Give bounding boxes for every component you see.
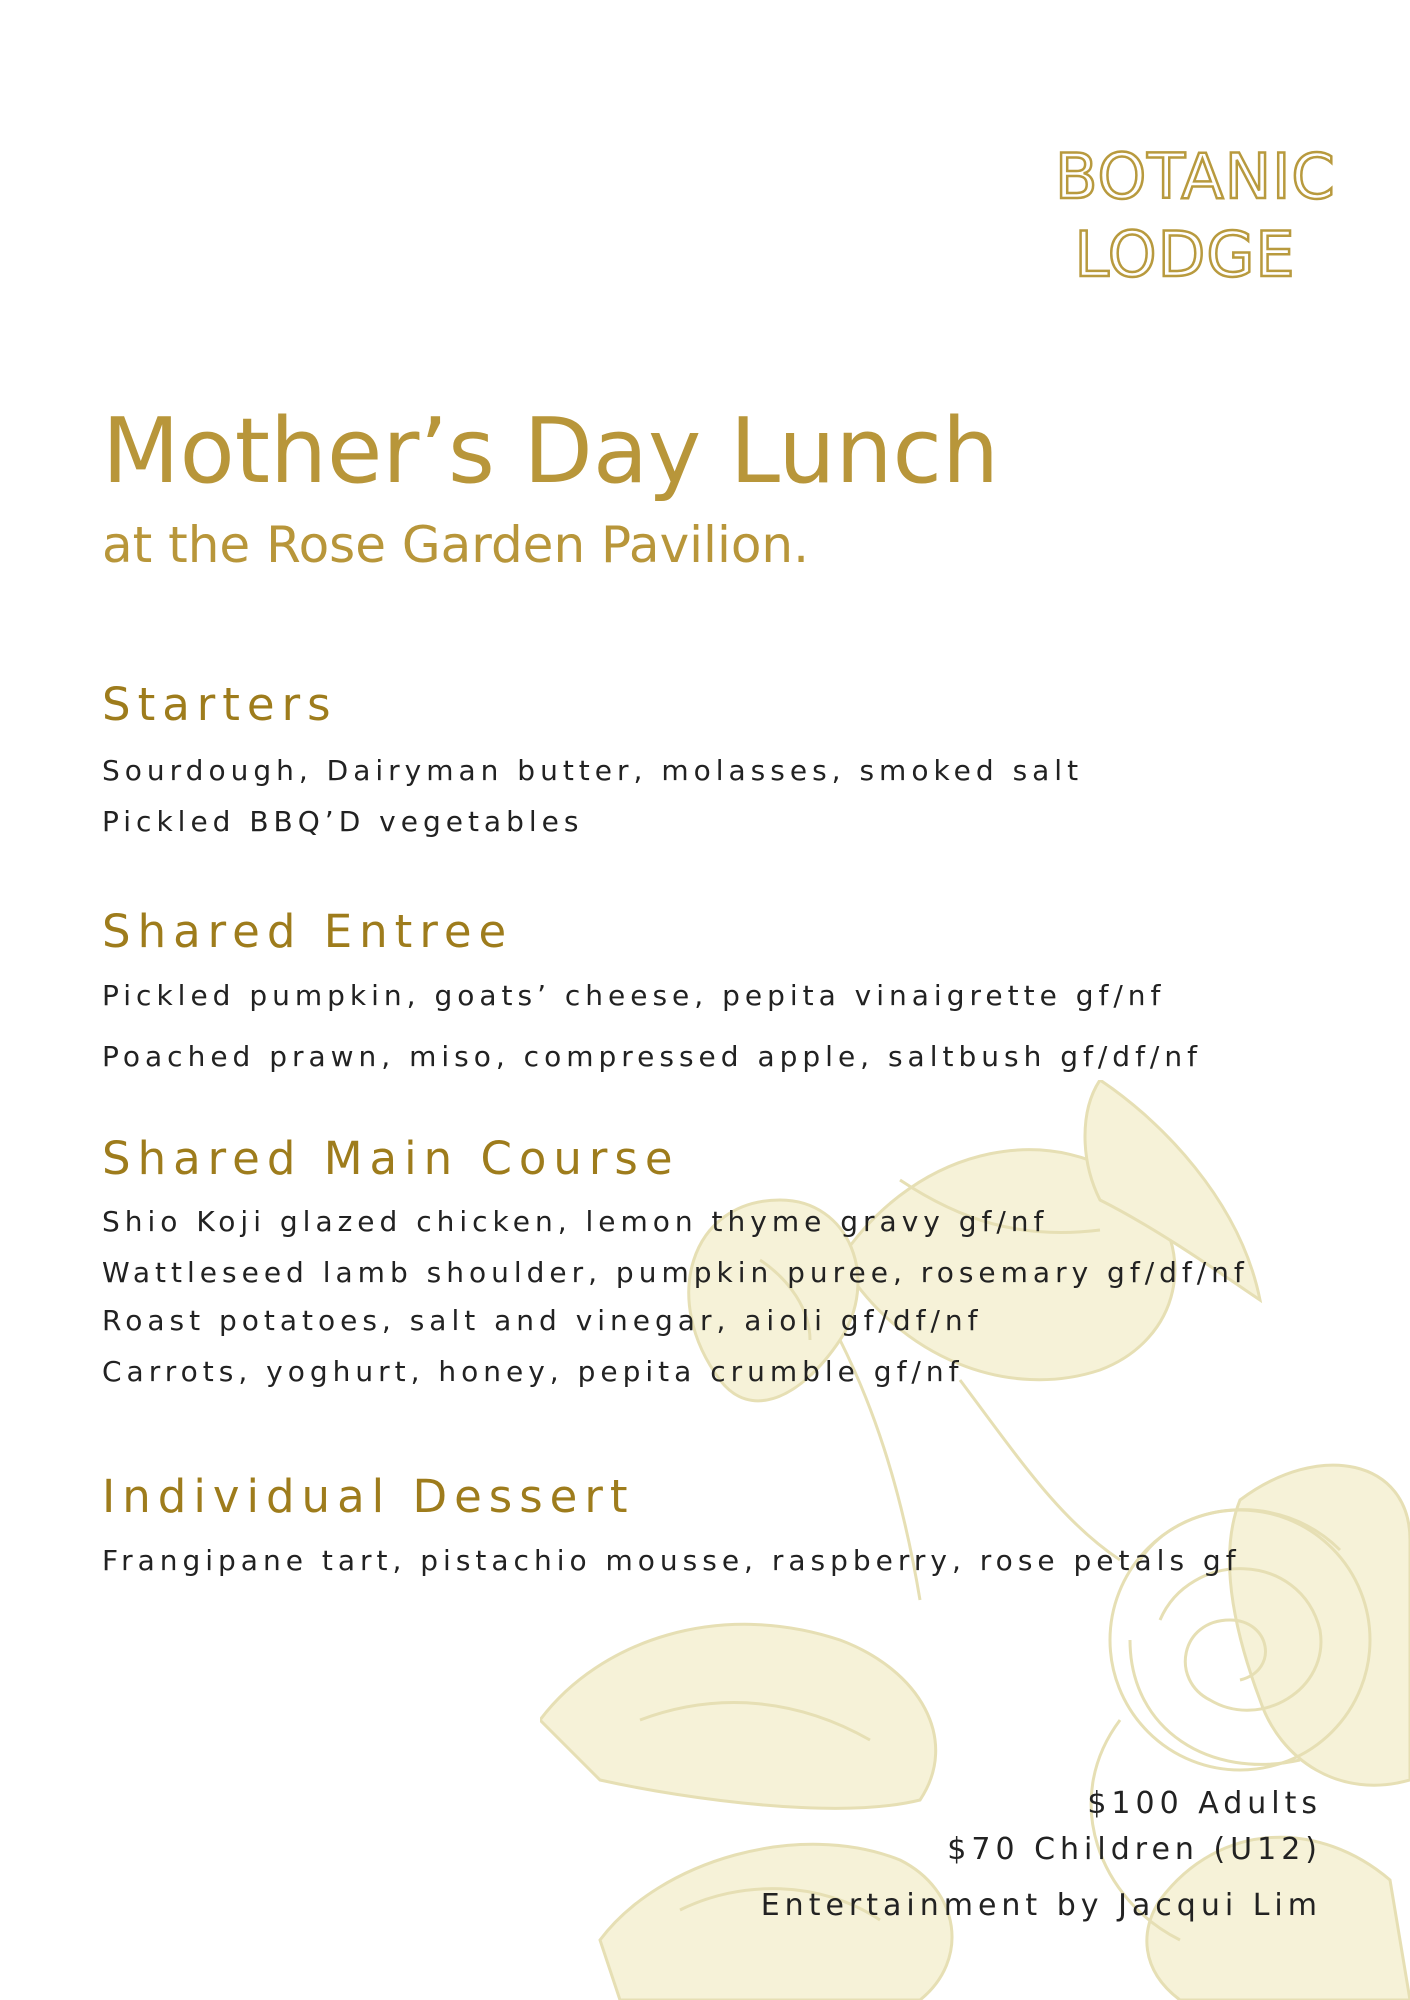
brand-logo-line1: BOTANIC <box>1055 140 1336 213</box>
brand-logo <box>1055 138 1336 294</box>
menu-item: Roast potatoes, salt and vinegar, aioli gf/df/nf <box>102 1304 983 1337</box>
menu-item: Carrots, yoghurt, honey, pepita crumble gf/nf <box>102 1355 964 1388</box>
brand-logo-line2: LODGE <box>1074 218 1296 291</box>
menu-item: Pickled pumpkin, goats’ cheese, pepita vinaigrette gf/nf <box>102 979 1166 1012</box>
section-title-individual-dessert: Individual Dessert <box>102 1470 635 1523</box>
section-title-shared-main-course: Shared Main Course <box>102 1132 680 1185</box>
section-title-shared-entree: Shared Entree <box>102 905 514 958</box>
price-adults: $100 Adults <box>1087 1786 1322 1821</box>
page-subtitle: at the Rose Garden Pavilion. <box>102 516 810 574</box>
menu-item: Sourdough, Dairyman butter, molasses, smoked salt <box>102 754 1084 787</box>
menu-item: Shio Koji glazed chicken, lemon thyme gravy gf/nf <box>102 1205 1049 1238</box>
menu-item: Poached prawn, miso, compressed apple, saltbush gf/df/nf <box>102 1040 1202 1073</box>
page-title: Mother’s Day Lunch <box>102 399 1000 504</box>
menu-item: Pickled BBQ’D vegetables <box>102 805 584 838</box>
price-children: $70 Children (U12) <box>947 1832 1322 1867</box>
section-title-starters: Starters <box>102 678 338 731</box>
entertainment-note: Entertainment by Jacqui Lim <box>760 1888 1322 1923</box>
menu-item: Wattleseed lamb shoulder, pumpkin puree, rosemary gf/df/nf <box>102 1256 1249 1289</box>
menu-item: Frangipane tart, pistachio mousse, raspberry, rose petals gf <box>102 1544 1241 1577</box>
